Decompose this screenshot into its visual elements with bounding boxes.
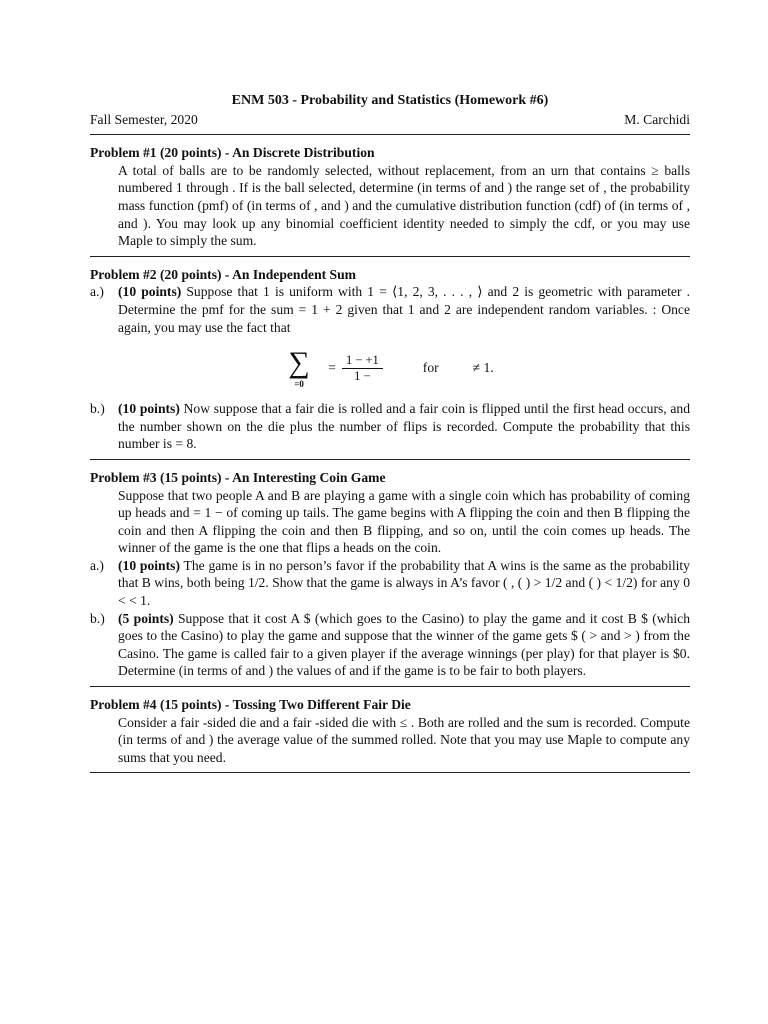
part-body: The game is in no person’s favor if the probability that A wins is the same as the probability that B wins, both being 1/2. Show that the game is always in A’s favor ( , ( ) > 1/2 and ( ) < 1/2) for any 0 < < 1. [118, 557, 690, 609]
problem-2 [90, 266, 690, 453]
document-title: ENM 503 - Probability and Statistics (Homework #6) [231, 93, 549, 108]
problem-3-heading: Problem #3 (15 points) - An Interesting Coin Game [90, 469, 386, 485]
problem-2-part-a [90, 283, 690, 336]
semester-label: Fall Semester, 2020 [90, 111, 198, 127]
problem-3-text: Suppose that two people A and B are playing a game with a single coin which has probability of coming up heads and = 1 − of coming up tails. The game begins with A flipping the coin and then B flipping the coin and then A flipping the coin and then B flipping, and so on, until the coin comes up heads. The winner of the game is the one that flips a heads on the coin. [118, 487, 690, 556]
problem-4-heading: Problem #4 (15 points) - Tossing Two Different Fair Die [90, 697, 411, 713]
problem-1-text: A total of balls are to be randomly selected, without replacement, from an urn that contains ≥ balls numbered 1 through . If is the ball selected, determine (in terms of and ) the range set of , the probability mass function (pmf) of (in terms of , and ) and the cumulative distribution function (cdf) of (in terms of , and ). You may look up any binomial coefficient identity needed to simply the cdf, or you may use Maple to simply the sum. [118, 162, 690, 249]
part-text [118, 557, 690, 610]
points-label: (10 points) [118, 401, 180, 417]
problem-4-text: Consider a fair -sided die and a fair -sided die with ≤ . Both are rolled and the sum is recorded. Compute (in terms of and ) the average value of the summed rolled. Note that you may use Maple to compute any sums that you need. [118, 714, 690, 765]
problem-2-heading: Problem #2 (20 points) - An Independent Sum [90, 266, 357, 282]
divider-rule [90, 256, 690, 257]
for-word: for [422, 360, 439, 376]
part-body: Suppose that 1 is uniform with 1 = ⟨1, 2, 3, . . . , ⟩ and 2 is geometric with parameter . Determine the pmf for the sum = 1 + 2 given that 1 and 2 are independent random variables. : Once again, you may use the fact that [118, 284, 690, 335]
sigma-lower-limit: =0 [294, 379, 304, 390]
fraction-denominator: 1 − [354, 368, 371, 383]
divider-rule [90, 459, 690, 460]
problem-3 [90, 469, 690, 680]
part-label: b.) [90, 610, 105, 626]
summation-symbol [286, 346, 316, 390]
problem-2-part-b [90, 400, 690, 453]
problem-4 [90, 696, 690, 766]
points-label: (10 points) [118, 557, 180, 573]
part-body: Now suppose that a fair die is rolled and a fair coin is flipped until the first head occurs, and the number shown on the die plus the number of flips is recorded. Compute the probability that this number is = 8. [118, 401, 691, 452]
part-text [118, 283, 690, 336]
part-label: b.) [90, 401, 105, 417]
points-label: (10 points) [118, 284, 182, 300]
homework-page [90, 92, 690, 782]
equals-sign: = [328, 360, 336, 376]
part-text [118, 400, 690, 453]
formula-condition: ≠ 1. [472, 360, 494, 376]
divider-rule [90, 772, 690, 773]
problem-1-heading: Problem #1 (20 points) - An Discrete Distribution [90, 145, 375, 161]
problem-3-part-b [90, 610, 690, 680]
fraction-numerator: 1 − +1 [342, 353, 383, 369]
document-subheader [90, 111, 690, 129]
author-label: M. Carchidi [624, 111, 690, 127]
points-label: (5 points) [118, 610, 174, 626]
problem-1 [90, 144, 690, 250]
fraction [342, 353, 383, 384]
geometric-sum-formula [90, 346, 690, 390]
part-text [118, 610, 690, 680]
part-body: Suppose that it cost A $ (which goes to the Casino) to play the game and it cost B $ (which goes to the Casino) to play the game and suppose that the winner of the game gets $ ( > and > ) from the Casino. The game is called fair to a given player if the average winnings (per play) for that player is $0. Determine (in terms of and ) the values of and if the game is to be fair to both players. [118, 610, 690, 679]
divider-rule [90, 686, 690, 687]
part-label: a.) [90, 284, 104, 300]
problem-3-part-a [90, 557, 690, 610]
sigma-glyph: ∑ [288, 346, 310, 380]
divider-rule [90, 134, 690, 135]
part-label: a.) [90, 557, 104, 573]
